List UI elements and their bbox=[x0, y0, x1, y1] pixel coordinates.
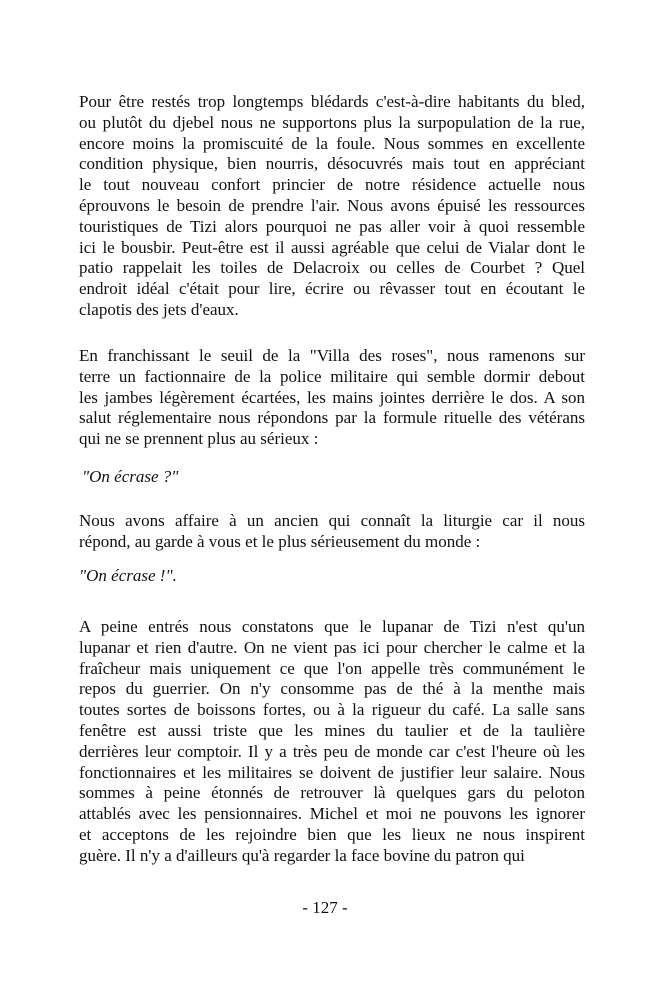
text-line: terre un factionnaire de la police militaire qui semble dormir debout bbox=[79, 366, 585, 386]
page-number: - 127 - bbox=[302, 898, 348, 917]
text-line: guère. Il n'y a d'ailleurs qu'à regarder la face bovine du patron qui bbox=[79, 845, 525, 865]
text-line: éprouvons le besoin de prendre l'air. Nous avons épuisé les ressources bbox=[79, 195, 585, 215]
paragraph-villa-des-roses bbox=[79, 346, 585, 450]
text-line: fraîcheur mais uniquement ce que l'on appelle très communément le bbox=[79, 658, 585, 678]
text-line: ou plutôt du djebel nous ne supportons plus la surpopulation de la rue, bbox=[79, 112, 585, 132]
text-line: salut réglementaire nous répondons par la formule rituelle des vétérans bbox=[79, 408, 585, 428]
text-line: répond, au garde à vous et le plus sérieusement du monde : bbox=[79, 531, 481, 551]
text-line: attablés avec les pensionnaires. Michel et moi ne pouvons les ignorer bbox=[79, 804, 585, 824]
text-line: derrières leur comptoir. Il y a très peu de monde car c'est l'heure où les bbox=[79, 741, 585, 761]
quote-on-ecrase-question bbox=[82, 467, 588, 488]
text-line: toutes sortes de boissons fortes, ou à la rigueur du café. La salle sans bbox=[79, 700, 585, 720]
text-line: fenêtre est aussi triste que les mines du taulier et de la taulière bbox=[79, 720, 585, 740]
text-line: endroit idéal c'était pour lire, écrire ou rêvasser tout en écoutant le bbox=[79, 279, 585, 299]
text-line: sommes à peine étonnés de retrouver là quelques gars du peloton bbox=[79, 783, 585, 803]
text-line: fonctionnaires et les militaires se doivent de justifier leur salaire. Nous bbox=[79, 762, 585, 782]
text-line: le tout nouveau confort princier de notre résidence actuelle nous bbox=[79, 175, 585, 195]
text-line: lupanar et rien d'autre. On ne vient pas ici pour chercher le calme et la bbox=[79, 637, 585, 657]
text-line: les jambes légèrement écartées, les mains jointes derrière le dos. A son bbox=[79, 387, 585, 407]
text-line: A peine entrés nous constatons que le lupanar de Tizi n'est qu'un bbox=[79, 617, 585, 636]
text-line: "On écrase ?" bbox=[82, 467, 179, 486]
paragraph-arrival-intro bbox=[79, 92, 585, 321]
text-line: touristiques de Tizi alors pourquoi ne pas aller voir à quoi ressemble bbox=[79, 216, 585, 236]
paragraph-ancien-reply bbox=[79, 511, 585, 553]
text-line: et acceptons de les rejoindre bien que les lieux ne nous inspirent bbox=[79, 824, 585, 844]
text-line: qui ne se prennent plus au sérieux : bbox=[79, 429, 319, 449]
quote-on-ecrase-answer bbox=[79, 566, 585, 587]
text-line: patio rappelait les toiles de Delacroix ou celles de Courbet ? Quel bbox=[79, 258, 585, 278]
text-line: condition physique, bien nourris, désocuvrés mais tout en appréciant bbox=[79, 154, 585, 174]
text-line: "On écrase !". bbox=[79, 566, 177, 585]
text-line: En franchissant le seuil de la "Villa des roses", nous ramenons sur bbox=[79, 346, 585, 365]
paragraph-lupanar bbox=[79, 617, 585, 867]
text-line: Pour être restés trop longtemps blédards c'est-à-dire habitants du bled, bbox=[79, 92, 585, 111]
text-line: ici le bousbir. Peut-être est il aussi agréable que celui de Vialar dont le bbox=[79, 237, 585, 257]
text-line: Nous avons affaire à un ancien qui connaît la liturgie car il nous bbox=[79, 511, 585, 530]
text-line: clapotis des jets d'eaux. bbox=[79, 299, 239, 319]
text-line: repos du guerrier. On n'y consomme pas de thé à la menthe mais bbox=[79, 679, 585, 699]
text-line: encore moins la promiscuité de la foule. Nous sommes en excellente bbox=[79, 133, 585, 153]
